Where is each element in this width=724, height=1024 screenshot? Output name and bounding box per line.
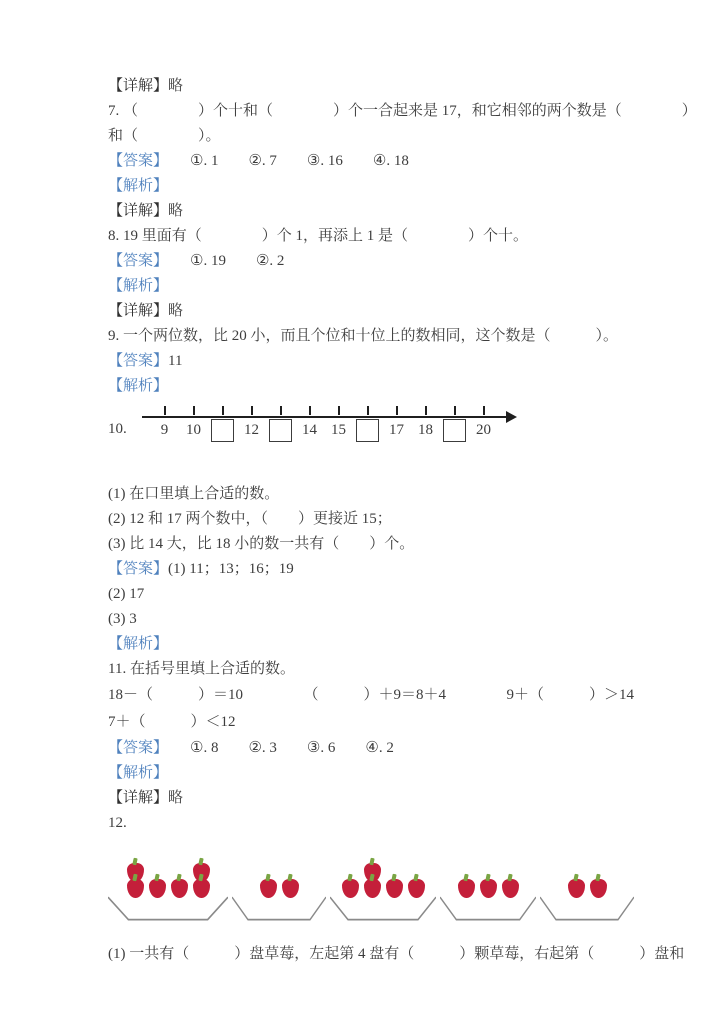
tick-label: 14	[302, 422, 317, 438]
plate-outline-icon	[540, 896, 634, 922]
q12-number: 12.	[108, 815, 127, 831]
q10-answer1: (1) 11；13；16；19	[168, 561, 294, 577]
q10-answer-line1	[108, 557, 634, 582]
q11-detail-line	[108, 786, 634, 811]
tick-label: 10	[186, 422, 201, 438]
answer-item: ①. 1	[190, 153, 219, 169]
strawberry-icon	[590, 879, 607, 898]
tick-mark	[251, 406, 253, 415]
strawberry-icon	[568, 879, 585, 898]
tick-mark	[164, 406, 166, 415]
numberline-cell	[440, 406, 469, 442]
q10-analysis-line	[108, 632, 634, 657]
q7-text-line1: 7. （ ）个十和（ ）个一合起来是 17，和它相邻的两个数是（ ）	[108, 103, 697, 119]
analysis-label: 【解析】	[108, 765, 169, 781]
numberline-cell	[150, 406, 179, 442]
answer-label: 【答案】	[108, 353, 169, 369]
answer-label: 【答案】	[108, 740, 169, 756]
numberline-cell	[208, 406, 237, 442]
detail-label: 【详解】	[108, 203, 169, 219]
answer-item: ④. 2	[365, 740, 394, 756]
detail-label: 【详解】	[108, 303, 169, 319]
strawberry-icon	[193, 879, 210, 898]
q10-answer-line3: (3) 3	[108, 611, 137, 627]
q10-numberline-block	[108, 406, 634, 466]
tick-mark	[193, 406, 195, 415]
strawberry-icon	[458, 879, 475, 898]
answer-item: ②. 2	[255, 253, 285, 269]
tick-mark	[396, 406, 398, 415]
q7-answer-items	[190, 149, 439, 174]
answer-box	[443, 419, 466, 442]
q12-sub1: (1) 一共有（ ）盘草莓，左起第 4 盘有（ ）颗草莓，右起第（ ）盘和	[108, 946, 685, 962]
strawberry-icon	[342, 879, 359, 898]
answer-label: 【答案】	[108, 561, 169, 577]
q8-detail-line	[108, 299, 634, 324]
strawberry-icon	[171, 879, 188, 898]
strawberry-plate	[330, 863, 436, 922]
strawberry-plate	[232, 879, 326, 922]
plate-outline-icon	[330, 896, 436, 922]
tick-label: 15	[331, 422, 346, 438]
plate-outline-icon	[232, 896, 326, 922]
q11-text-line: 11. 在括号里填上合适的数。	[108, 661, 295, 677]
strawberry-icon	[364, 879, 381, 898]
analysis-label: 【解析】	[108, 178, 169, 194]
plate-outline-icon	[108, 896, 228, 922]
detail-text: 略	[168, 790, 184, 806]
q11-equation-line2: 7＋（ ）＜12	[108, 714, 236, 730]
numberline-cell	[237, 406, 266, 442]
strawberry-icon	[480, 879, 497, 898]
q7-analysis-line	[108, 174, 634, 199]
tick-label: 20	[476, 422, 491, 438]
q9-analysis-line	[108, 374, 634, 399]
strawberry-plate	[440, 879, 536, 922]
equation: （ ）＋9＝8＋4	[303, 687, 446, 703]
q10-sub3: (3) 比 14 大，比 18 小的数一共有（ ）个。	[108, 536, 415, 552]
q7-answer-line	[108, 149, 634, 174]
q8-answer-items	[190, 249, 314, 274]
q12-strawberry-plates	[108, 846, 634, 922]
equation: 9＋（ ）＞14	[506, 687, 634, 703]
q8-analysis-line	[108, 274, 634, 299]
strawberry-icon	[149, 879, 166, 898]
plate-outline-icon	[440, 896, 536, 922]
q10-sub1: (1) 在口里填上合适的数。	[108, 486, 280, 502]
q10-answer-line2: (2) 17	[108, 586, 145, 602]
answer-box	[269, 419, 292, 442]
strawberry-icon	[282, 879, 299, 898]
answer-item: ②. 7	[248, 153, 277, 169]
answer-label: 【答案】	[108, 253, 169, 269]
q11-answer-line	[108, 736, 634, 761]
detail-text: 略	[168, 203, 184, 219]
q9-answer-value: 11	[168, 353, 183, 369]
detail-text: 略	[168, 78, 184, 94]
numberline-cell	[266, 406, 295, 442]
tick-mark	[309, 406, 311, 415]
q9-answer-line	[108, 349, 634, 374]
arrow-right-icon	[506, 411, 517, 423]
detail-label: 【详解】	[108, 78, 169, 94]
numberline-cell	[469, 406, 498, 442]
detail-text: 略	[168, 303, 184, 319]
q9-text-line: 9. 一个两位数，比 20 小，而且个位和十位上的数相同，这个数是（ ）。	[108, 328, 619, 344]
number-line	[142, 406, 524, 466]
equation: 18－（ ）＝10	[108, 687, 244, 703]
q8-text-line: 8. 19 里面有（ ）个 1，再添上 1 是（ ）个十。	[108, 228, 529, 244]
answer-item: ③. 16	[306, 153, 343, 169]
answer-item: ①. 8	[190, 740, 219, 756]
tick-label: 18	[418, 422, 433, 438]
q8-answer-line	[108, 249, 634, 274]
tick-mark	[483, 406, 485, 415]
answer-item: ①. 19	[190, 253, 226, 269]
numberline-cell	[382, 406, 411, 442]
strawberry-icon	[127, 879, 144, 898]
strawberry-icon	[502, 879, 519, 898]
tick-label: 12	[244, 422, 259, 438]
tick-mark	[425, 406, 427, 415]
tick-mark	[338, 406, 340, 415]
tick-label: 17	[389, 422, 404, 438]
analysis-label: 【解析】	[108, 378, 169, 394]
answer-box	[211, 419, 234, 442]
answer-item: ④. 18	[372, 153, 409, 169]
strawberry-plate	[108, 863, 228, 922]
numberline-cell	[179, 406, 208, 442]
tick-mark	[222, 406, 224, 415]
q10-number: 10.	[108, 421, 127, 437]
answer-item: ③. 6	[306, 740, 336, 756]
analysis-label: 【解析】	[108, 278, 169, 294]
tick-mark	[367, 406, 369, 415]
number-line-cells	[150, 406, 498, 442]
q7-text-line2: 和（ ）。	[108, 128, 221, 144]
berry-row-bottom	[455, 879, 521, 898]
detail-label: 【详解】	[108, 790, 169, 806]
q7-detail-line	[108, 199, 634, 224]
strawberry-icon	[260, 879, 277, 898]
strawberry-plate	[540, 879, 634, 922]
tick-mark	[280, 406, 282, 415]
strawberry-icon	[386, 879, 403, 898]
q11-analysis-line	[108, 761, 634, 786]
q10-sub2: (2) 12 和 17 两个数中，（ ）更接近 15；	[108, 511, 392, 527]
numberline-cell	[324, 406, 353, 442]
strawberry-icon	[408, 879, 425, 898]
tick-label: 9	[160, 422, 169, 438]
analysis-label: 【解析】	[108, 636, 169, 652]
q11-answer-items	[190, 736, 424, 761]
numberline-cell	[411, 406, 440, 442]
numberline-cell	[353, 406, 382, 442]
answer-label: 【答案】	[108, 153, 169, 169]
answer-item: ②. 3	[248, 740, 277, 756]
q11-equation-row	[108, 682, 634, 709]
numberline-cell	[295, 406, 324, 442]
answer-box	[356, 419, 379, 442]
prev-detail-line	[108, 74, 634, 99]
tick-mark	[454, 406, 456, 415]
